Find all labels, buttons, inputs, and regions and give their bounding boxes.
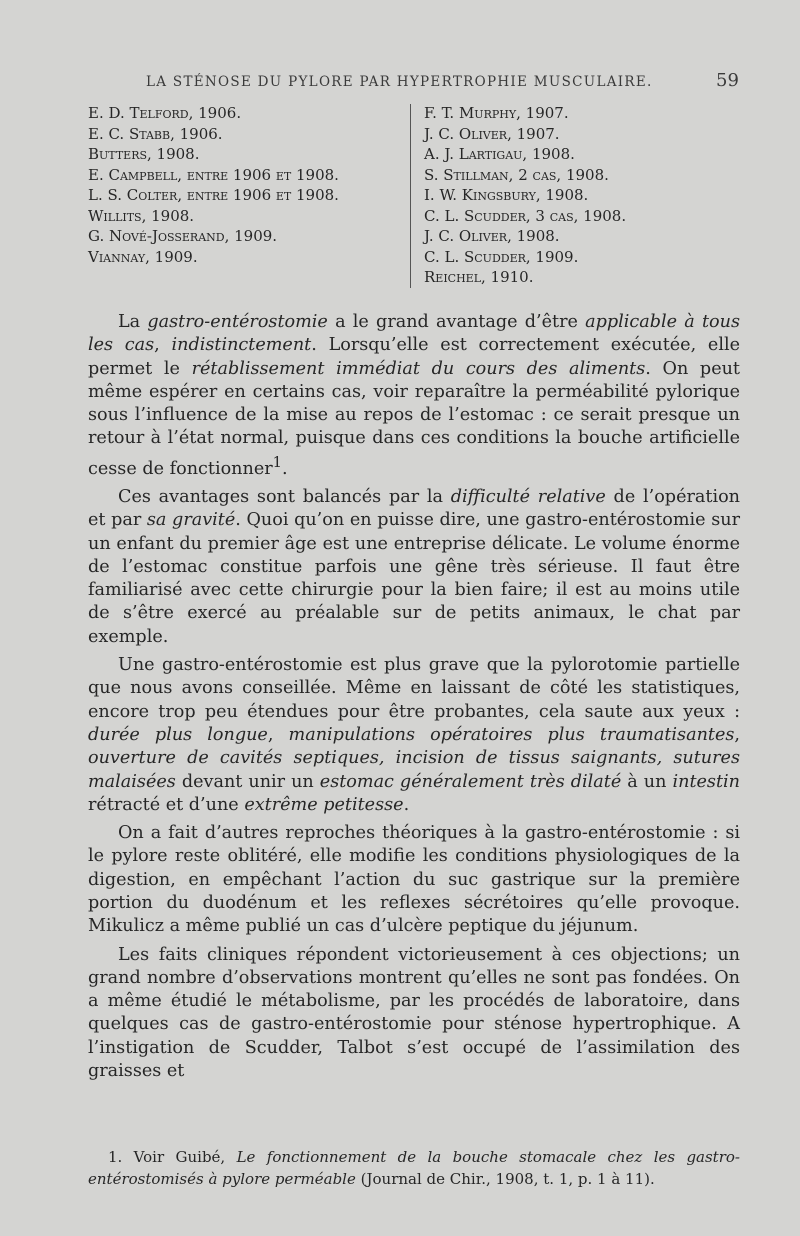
text-run: de l’opération et par (88, 486, 740, 531)
text-run: , (734, 724, 741, 745)
author-entry: J. C. Oliver, 1908. (424, 227, 560, 245)
text-run: . (403, 794, 410, 815)
author-entry: E. Campbell, entre 1906 et 1908. (88, 165, 339, 184)
author-list-right (424, 103, 724, 288)
emphasis: Le fonctionnement de la bouche stomacale chez les gastro-entérostomisés à pylore perméable (88, 1148, 740, 1188)
paragraph-2 (88, 486, 740, 649)
text-run: . On peut même espérer en certains cas, voir reparaître la perméabilité pylorique sous l’influence de la mise au repos de l’estomac : ce serait presque un retour à l’état normal, puisque dans ces conditions la bouche artificielle cesse de fonctionner (88, 358, 741, 479)
body-text (88, 311, 740, 1088)
page-number: 59 (716, 70, 739, 91)
emphasis: durée plus longue (88, 724, 268, 745)
author-entry: E. D. Telford, 1906. (88, 104, 242, 122)
footnote (88, 1146, 740, 1190)
emphasis: gastro-entérostomie (147, 312, 328, 332)
text-run: rétracté et d’une (88, 794, 245, 815)
author-entry: Willits, 1908. (88, 206, 195, 225)
author-entry: C. L. Scudder, 3 cas, 1908. (424, 206, 627, 225)
author-entry: L. S. Colter, entre 1906 et 1908. (88, 186, 339, 204)
column-divider (410, 104, 411, 288)
emphasis: extrême petitesse (244, 794, 404, 815)
emphasis: intestin (672, 771, 740, 792)
footnote-ref: 1 (272, 453, 282, 471)
running-title: LA STÉNOSE DU PYLORE PAR HYPERTROPHIE MUSCULAIRE. (146, 74, 653, 90)
paragraph-1 (88, 311, 740, 481)
emphasis: estomac généralement très dilaté (319, 771, 622, 792)
author-entry: A. J. Lartigau, 1908. (424, 145, 575, 163)
author-entry: Butters, 1908. (88, 145, 200, 163)
author-entry: E. C. Stabb, 1906. (88, 124, 223, 143)
author-entry: G. Nové-Josserand, 1909. (88, 227, 278, 245)
author-entry: Reichel, 1910. (424, 268, 534, 286)
text-run: Ces avantages sont balancés par la (118, 486, 451, 507)
text-run: . Lorsqu’elle est correctement exécutée, elle permet le (88, 335, 740, 379)
paragraph-4: On a fait d’autres reproches théoriques à la gastro-entérostomie : si le pylore reste oblitéré, elle modifie les conditions physiologiques de la digestion, en empêchant l’action du suc gastrique sur la première portion du duodénum et les reflexes sécrétoires qu’elle provoque. Mikulicz a même publié un cas d’ulcère peptique du jéjunum. (88, 823, 740, 937)
text-run: 1. Voir Guibé, (108, 1148, 237, 1166)
author-entry: I. W. Kingsbury, 1908. (424, 186, 589, 204)
text-run: (Journal de Chir., 1908, t. 1, p. 1 à 11). (355, 1170, 655, 1188)
text-run: à un (621, 771, 673, 792)
emphasis: applicable à tous les cas (88, 312, 741, 356)
author-entry: J. C. Oliver, 1907. (424, 124, 560, 143)
author-entry: S. Stillman, 2 cas, 1908. (424, 165, 609, 184)
text-run: La (118, 312, 148, 332)
paragraph-3 (88, 654, 740, 817)
author-entry: F. T. Murphy, 1907. (424, 104, 569, 122)
text-run: . Quoi qu’on en puisse dire, une gastro-entérostomie sur un enfant du premier âge est une entreprise délicate. Le volume énorme de l’estomac constitue parfois une gêne très sérieuse. Il faut être familiarisé avec cette chirurgie pour la bien faire; il est au moins utile de s’être exercé au préalable sur de petits animaux, le chat par exemple. (88, 510, 740, 647)
emphasis: sa gravité (146, 510, 236, 531)
text-run: . (282, 458, 288, 479)
text-run: devant unir un (175, 771, 320, 792)
text-run: Une gastro-entérostomie est plus grave que la pylorotomie partielle que nous avons conseillée. Même en laissant de côté les statistiques, encore trop peu étendues pour être probantes, cela saute aux yeux : (88, 655, 740, 722)
emphasis: difficulté relative (450, 486, 606, 507)
author-entry: Viannay, 1909. (88, 247, 198, 266)
emphasis: manipulations opératoires plus traumatisantes (288, 724, 735, 745)
text-run: , (154, 335, 172, 356)
author-list-left (88, 103, 398, 267)
emphasis: indistinctement (171, 335, 312, 356)
emphasis: rétablissement immédiat du cours des aliments (191, 358, 646, 379)
author-entry: C. L. Scudder, 1909. (424, 247, 579, 266)
text-run: , (267, 724, 289, 745)
text-run: a le grand avantage d’être (327, 312, 586, 332)
emphasis: ouverture de cavités septiques, incision de tissus saignants, sutures malaisées (88, 748, 740, 792)
paragraph-5: Les faits cliniques répondent victorieusement à ces objections; un grand nombre d’observations montrent qu’elles ne sont pas fondées. On a même étudié le métabolisme, par les procédés de laboratoire, dans quelques cas de gastro-entérostomie pour sténose hypertrophique. A l’instigation de Scudder, Talbot s’est occupé de l’assimilation des graisses et (88, 944, 740, 1082)
